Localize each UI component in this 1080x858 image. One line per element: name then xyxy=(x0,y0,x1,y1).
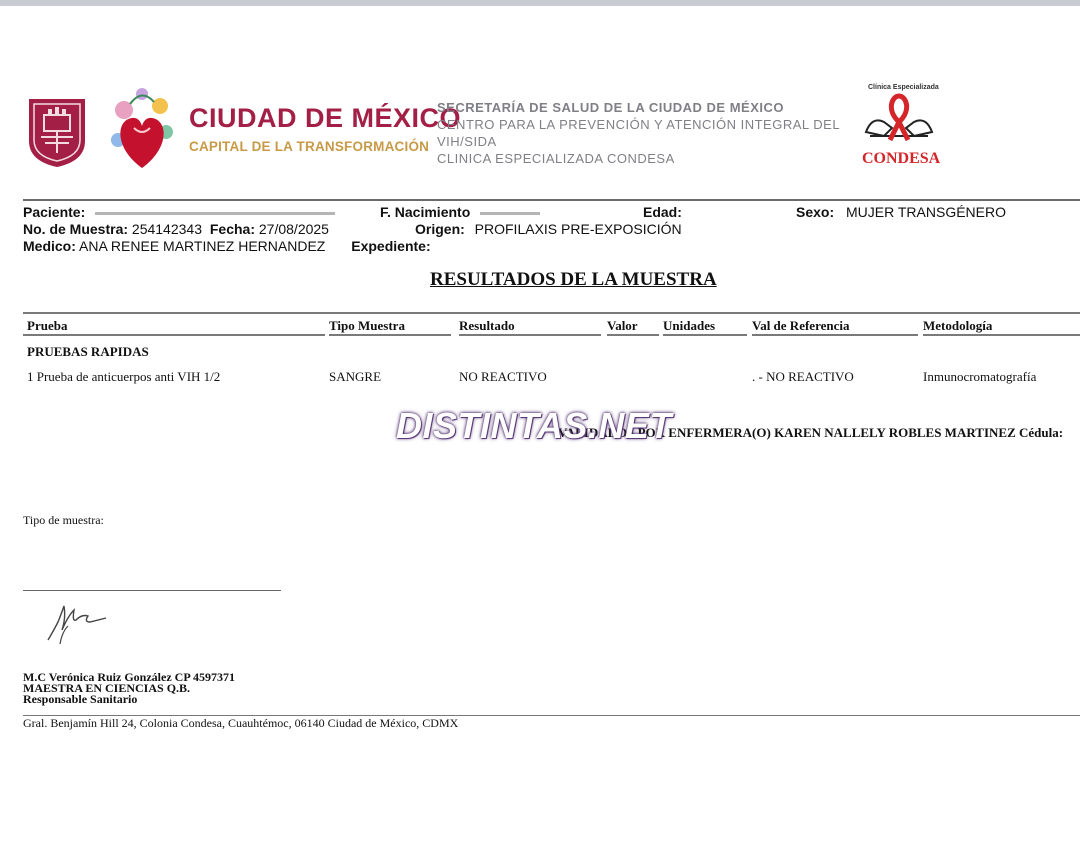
redacted-name xyxy=(95,212,335,215)
validated-by: VALIDADOS POR ENFERMERA(O) KAREN NALLELY ROBLES MARTINEZ Cédula: xyxy=(558,425,1064,440)
patient-row xyxy=(23,204,335,220)
header-underline-3 xyxy=(459,334,601,336)
cell-metodologia: Inmunocromatografía xyxy=(923,369,1037,384)
clinic-address: Gral. Benjamín Hill 24, Colonia Condesa, Cuauhtémoc, 06140 Ciudad de México, CDMX xyxy=(23,716,459,730)
header-underline-2 xyxy=(329,334,451,336)
sexo-label: Sexo: xyxy=(796,204,835,220)
heart-emblem-icon xyxy=(104,84,180,176)
muestra-value: 254142343 xyxy=(131,221,202,237)
header-underline-5 xyxy=(663,334,747,336)
nacimiento-field xyxy=(380,204,540,220)
paciente-label: Paciente: xyxy=(23,204,86,220)
top-border xyxy=(0,0,1080,6)
tipo-muestra-label: Tipo de muestra: xyxy=(23,513,104,527)
col-header-resultado: Resultado xyxy=(459,318,515,333)
col-header-unidades: Unidades xyxy=(663,318,716,333)
header-underline-7 xyxy=(923,334,1080,336)
secretaria-heading: SECRETARÍA DE SALUD DE LA CIUDAD DE MÉXICO xyxy=(437,100,784,115)
col-header-valor: Valor xyxy=(607,318,638,333)
sexo-field xyxy=(796,204,1006,220)
cdmx-subtitle: CAPITAL DE LA TRANSFORMACIÓN xyxy=(189,139,430,154)
group-label: PRUEBAS RAPIDAS xyxy=(27,344,149,359)
header-underline-6 xyxy=(752,334,918,336)
muestra-label: No. de Muestra: xyxy=(23,221,129,237)
medico-label: Medico: xyxy=(23,238,76,254)
centro-line-2: VIH/SIDA xyxy=(437,134,497,149)
fecha-value: 27/08/2025 xyxy=(258,221,329,237)
signature-line xyxy=(23,590,281,591)
col-header-referencia: Val de Referencia xyxy=(752,318,850,333)
origen-label: Origen: xyxy=(415,221,465,237)
clinica-line: CLINICA ESPECIALIZADA CONDESA xyxy=(437,151,675,166)
handwritten-signature xyxy=(44,600,110,646)
medico-row xyxy=(23,238,431,254)
cell-resultado: NO REACTIVO xyxy=(459,369,547,384)
header-underline-1 xyxy=(23,334,325,336)
clinic-badge-name: CONDESA xyxy=(862,150,941,167)
responsable-line-3: Responsable Sanitario xyxy=(23,692,138,706)
fecha-label: Fecha: xyxy=(209,221,255,237)
clinic-badge-caption: Clínica Especializada xyxy=(868,84,939,91)
header-divider xyxy=(23,199,1080,201)
muestra-row xyxy=(23,221,329,237)
header-underline-4 xyxy=(607,334,659,336)
cdmx-title: CIUDAD DE MÉXICO xyxy=(189,103,462,133)
origen-field xyxy=(415,221,682,237)
col-header-prueba: Prueba xyxy=(27,318,68,333)
col-header-metodologia: Metodología xyxy=(923,318,993,333)
expediente-label: Expediente: xyxy=(351,238,431,254)
edad-label: Edad: xyxy=(643,204,682,220)
cell-tipo: SANGRE xyxy=(329,369,382,384)
origen-value: PROFILAXIS PRE-EXPOSICIÓN xyxy=(474,221,682,237)
red-ribbon-hands-icon xyxy=(862,92,936,144)
nacimiento-label: F. Nacimiento xyxy=(380,204,471,220)
sexo-value: MUJER TRANSGÉNERO xyxy=(846,204,1006,220)
section-title: RESULTADOS DE LA MUESTRA xyxy=(430,269,717,290)
medico-value: ANA RENEE MARTINEZ HERNANDEZ xyxy=(79,238,326,254)
centro-line-1: CENTRO PARA LA PREVENCIÓN Y ATENCIÓN INTEGRAL DEL xyxy=(437,117,841,132)
responsable-line-2: MAESTRA EN CIENCIAS Q.B. xyxy=(23,681,191,695)
table-top-rule xyxy=(23,312,1080,314)
redacted-birthdate xyxy=(480,212,540,215)
cell-referencia: . - NO REACTIVO xyxy=(752,369,854,384)
responsable-line-1: M.C Verónica Ruiz González CP 4597371 xyxy=(23,670,235,684)
col-header-tipo: Tipo Muestra xyxy=(329,318,405,333)
cdmx-crest-logo xyxy=(27,97,87,169)
cell-prueba: 1 Prueba de anticuerpos anti VIH 1/2 xyxy=(27,369,221,384)
watermark: DISTINTAS.NET xyxy=(396,405,672,446)
